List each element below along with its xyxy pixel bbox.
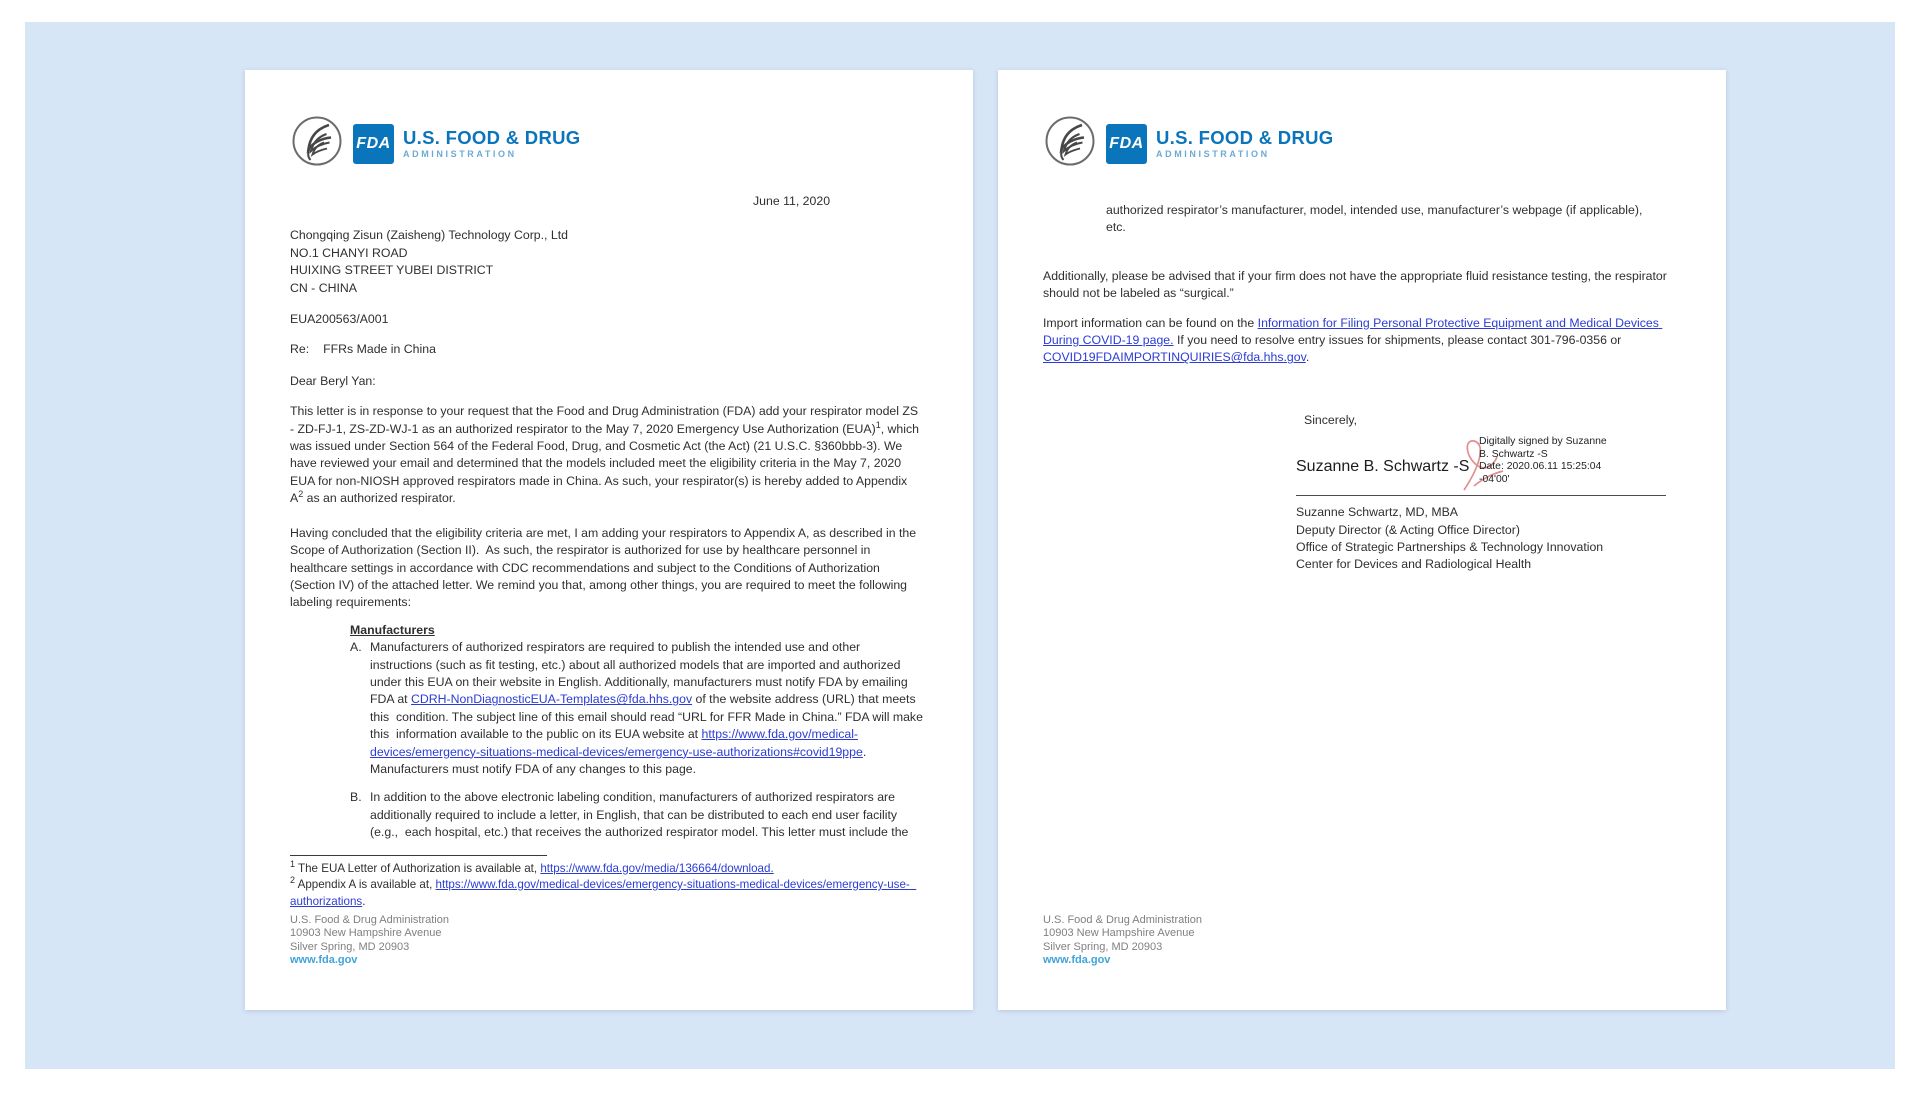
re-label: Re:: [290, 342, 310, 357]
cert-line: Digitally signed by Suzanne: [1479, 436, 1607, 448]
hhs-eagle-icon: [1043, 114, 1097, 173]
signer-line: Suzanne Schwartz, MD, MBA: [1296, 505, 1458, 520]
page-footer: [1043, 914, 1202, 968]
footer-line: 10903 New Hampshire Avenue: [290, 927, 442, 940]
signer-details: [1296, 504, 1676, 574]
list-item-b: [350, 789, 923, 841]
re-line: [290, 341, 923, 358]
list-marker-a: A.: [350, 640, 362, 655]
page-footer: [290, 914, 449, 968]
cert-line: Date: 2020.06.11 15:25:04: [1479, 461, 1602, 473]
fda-logo-box: [353, 124, 394, 164]
footnote-2: [290, 875, 917, 910]
signer-line: Center for Devices and Radiological Health: [1296, 557, 1532, 572]
footnote-1-text: The EUA Letter of Authorization is available at,: [295, 861, 541, 875]
paragraph-authorization-text: This letter is in response to your request that the Food and Drug Administration (FDA) add your respirator model ZS - ZD-FJ-1, ZS-ZD-WJ-1 as an authorized respirator to the May 7, 2020 Emergency Use Authorization (EUA): [290, 404, 922, 436]
fda-logo-text: [1156, 128, 1333, 160]
footnotes-block: [290, 855, 917, 911]
closing-sincerely: Sincerely,: [1304, 412, 1358, 427]
re-subject: FFRs Made in China: [323, 342, 436, 357]
fda-logo-subtitle: ADMINISTRATION: [403, 148, 517, 159]
signature-block: [1296, 438, 1666, 496]
footnote-1: [290, 858, 913, 878]
item-a-text: Manufacturers of authorized respirators are required to publish the intended use and other instructions (such as fit testing, etc.) about all authorized models that are imported and authorized under this EUA on their website in English. Additionally, manufacturers must notify FDA by emailing FDA at: [370, 640, 912, 707]
salutation: Dear Beryl Yan:: [290, 373, 376, 388]
import-text: .: [1305, 350, 1310, 365]
fda-logo-title: U.S. FOOD & DRUG: [1156, 126, 1334, 148]
fda-letterhead: [290, 70, 923, 171]
fda-logo-text: [403, 128, 580, 160]
signer-line: Office of Strategic Partnerships & Technology Innovation: [1296, 540, 1604, 555]
footnote-2-text-end: .: [362, 894, 366, 908]
eua-website-link[interactable]: https://www.fda.gov/medical-devices/emergency-situations-medical-devices/emergency-use-authorizations#covid19ppe: [370, 727, 863, 759]
paragraph-authorization-text: as an authorized respirator.: [303, 491, 456, 506]
manufacturers-section: [350, 622, 927, 842]
paragraph-eligibility: Having concluded that the eligibility criteria are met, I am adding your respirators to Appendix A, as described in the Scope of Authorization (Section II). As such, the respirator is authorized for use by healthcare personnel in healthcare settings in accordance with CDC recommendations and subject to the Conditions of Authorization (Section IV) of the attached letter. We remind you that, among other things, you are required to meet the following labeling requirements:: [290, 525, 920, 610]
import-text: Import information can be found on the: [1043, 315, 1258, 330]
fda-logo-acronym: FDA: [356, 134, 391, 152]
import-inquiries-email-link[interactable]: COVID19FDAIMPORTINQUIRIES@fda.hhs.gov: [1043, 350, 1306, 365]
footer-line: 10903 New Hampshire Avenue: [1043, 927, 1195, 940]
footer-line: Silver Spring, MD 20903: [1043, 940, 1163, 953]
import-text: If you need to resolve entry issues for shipments, please contact 301-796-0356 or: [1173, 333, 1625, 348]
footnote-2-text: Appendix A is available at,: [295, 878, 436, 891]
recipient-line: CN - CHINA: [290, 280, 357, 295]
digital-signature-name: Suzanne B. Schwartz -S: [1296, 458, 1470, 476]
cert-line: B. Schwartz -S: [1479, 448, 1548, 460]
footer-line: Silver Spring, MD 20903: [290, 940, 410, 953]
recipient-address-block: [290, 227, 923, 297]
item-b-continuation: [1106, 202, 1676, 237]
footnote-ref-2: 2: [298, 489, 304, 500]
document-viewer-background: [25, 22, 1895, 1069]
cdrh-email-link[interactable]: CDRH-NonDiagnosticEUA-Templates@fda.hhs.gov: [411, 692, 693, 707]
list-item-b-text: In addition to the above electronic labeling condition, manufacturers of authorized respirators are additionally required to include a letter, in English, that can be distributed to each end user facility (e.g., each hospital, etc.) that receives the authorized respirator model. This letter must include the: [370, 790, 909, 840]
recipient-line: Chongqing Zisun (Zaisheng) Technology Corp., Ltd: [290, 228, 568, 243]
paragraph-import: [1043, 315, 1676, 367]
recipient-line: NO.1 CHANYI ROAD: [290, 245, 408, 260]
appendix-a-link[interactable]: https://www.fda.gov/medical-devices/emergency-situations-medical-devices/emergency-use- authorizations: [290, 878, 917, 908]
signer-line: Deputy Director (& Acting Office Director): [1296, 522, 1520, 537]
fda-logo-title: U.S. FOOD & DRUG: [403, 126, 581, 148]
footnote-2-number: 2: [290, 875, 296, 886]
cert-line: -04'00': [1479, 474, 1510, 486]
paragraph-surgical: Additionally, please be advised that if your firm does not have the appropriate fluid resistance testing, the respirator should not be labeled as “surgical.”: [1043, 268, 1671, 301]
fda-logo-subtitle: ADMINISTRATION: [1156, 148, 1270, 159]
footer-line: U.S. Food & Drug Administration: [290, 913, 449, 926]
recipient-line: HUIXING STREET YUBEI DISTRICT: [290, 263, 494, 278]
continuation-line: etc.: [1106, 220, 1126, 235]
manufacturers-heading: Manufacturers: [350, 622, 435, 637]
list-item-a-text: [370, 639, 927, 778]
eua-case-number: EUA200563/A001: [290, 312, 389, 327]
fda-letterhead: [1043, 70, 1676, 171]
import-info-page-link[interactable]: Information for Filing Personal Protective Equipment and Medical Devices During COVID-19 page.: [1043, 315, 1663, 348]
footnote-ref-1: 1: [875, 419, 881, 430]
fda-logo-box: [1106, 124, 1147, 164]
paragraph-authorization: [290, 403, 923, 507]
list-item-a: [350, 639, 927, 778]
list-marker-b: B.: [350, 790, 362, 805]
letter-page-2: [998, 70, 1726, 1010]
footer-line: U.S. Food & Drug Administration: [1043, 913, 1202, 926]
continuation-line: authorized respirator’s manufacturer, model, intended use, manufacturer’s webpage (if applicable),: [1106, 203, 1643, 217]
footnote-separator: [290, 855, 547, 856]
paragraph-authorization-text: , which was issued under Section 564 of the Federal Food, Drug, and Cosmetic Act (the Act) (21 U.S.C. §360bbb-3). We have reviewed your email and determined that the models included meet the eligibility criteria in the May 7, 2020 EUA for non-NIOSH approved respirators made in China. As such, your respirator(s) is hereby added to Appendix A: [290, 421, 923, 506]
eua-letter-download-link[interactable]: https://www.fda.gov/media/136664/download.: [540, 861, 774, 875]
item-a-text: . Manufacturers must notify FDA of any changes to this page.: [370, 744, 870, 776]
item-a-text: of the website address (URL) that meets this condition. The subject line of this email should read “URL for FFR Made in China.” FDA will make this information available to the public on its EUA website at: [370, 692, 927, 742]
hhs-eagle-icon: [290, 114, 344, 173]
fda-gov-link[interactable]: www.fda.gov: [290, 954, 358, 967]
fda-logo-acronym: FDA: [1109, 134, 1144, 152]
footnote-1-number: 1: [290, 858, 296, 869]
letter-page-1: [245, 70, 973, 1010]
letter-date: June 11, 2020: [753, 194, 831, 208]
digital-signature-certificate: [1479, 436, 1659, 486]
fda-gov-link[interactable]: www.fda.gov: [1043, 954, 1111, 967]
